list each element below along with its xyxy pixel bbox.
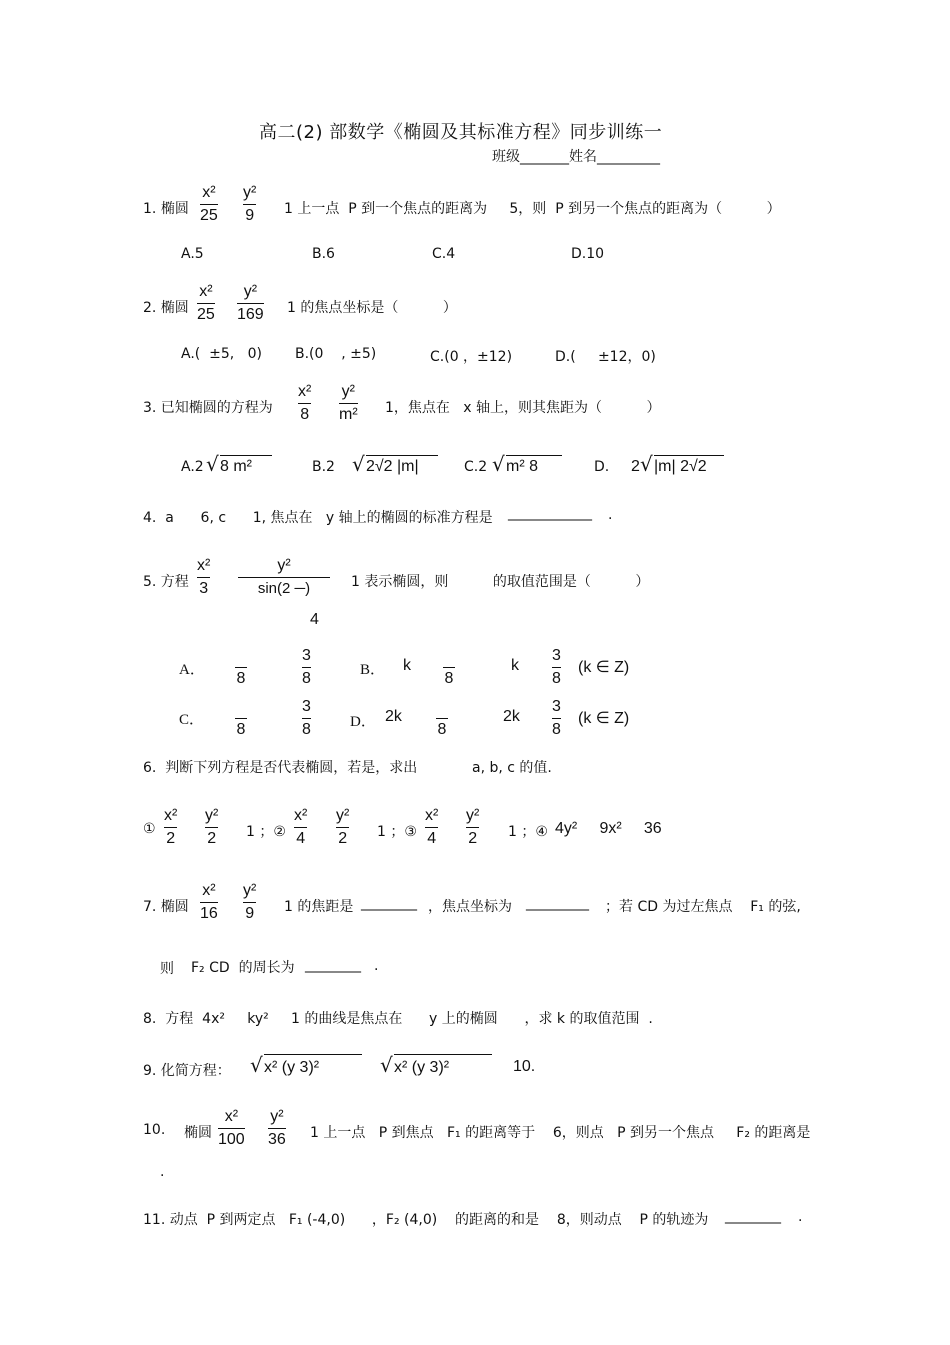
- q10-number: 10.: [143, 1122, 166, 1138]
- q5-b-frac2: 3 8: [552, 647, 561, 687]
- sqrt-icon: √: [250, 1053, 263, 1077]
- q5-frac-y: y² sin(2 ─): [238, 556, 330, 599]
- q2-text: 1 的焦点坐标是（ ）: [287, 300, 457, 316]
- q6-1-frac-x: x² 2: [164, 807, 178, 847]
- q5-b-k1: k: [403, 657, 411, 674]
- q5-den-4: 4: [310, 611, 319, 628]
- q6-item-4: 1 ；④: [508, 824, 548, 840]
- q7-frac-x: x² 16: [200, 882, 218, 922]
- q3-b-radicand: 2√2 |m|: [366, 455, 438, 476]
- q2-number: 2. 椭圆: [143, 300, 189, 316]
- q1-option-a: A.5: [181, 246, 204, 262]
- q3-option-c: C.2: [464, 459, 488, 475]
- q3-frac-y: y² m²: [339, 383, 358, 423]
- sqrt-icon: √: [640, 452, 653, 476]
- q2-frac-y: y² 169: [237, 283, 264, 323]
- q2-option-a: A.( ±5, 0): [181, 346, 262, 362]
- q5-c-frac2: 3 8: [302, 698, 311, 738]
- q5-b-kz: (k ∈ Z): [578, 659, 630, 676]
- q3-frac-x: x² 8: [298, 383, 312, 423]
- q7-blank-focal-distance[interactable]: ________: [361, 895, 417, 911]
- q3-c-radicand: m² 8: [506, 455, 562, 476]
- sqrt-icon: √: [352, 452, 365, 476]
- q6-item-1: ①: [143, 821, 156, 837]
- sqrt-icon: √: [206, 452, 219, 476]
- q3-text-post: 1，焦点在 x 轴上，则其焦距为（ ）: [385, 400, 661, 416]
- q6-item-2: 1 ；②: [246, 824, 286, 840]
- q11-answer-blank[interactable]: ________: [725, 1208, 781, 1224]
- page-title: 高二(2) 部数学《椭圆及其标准方程》同步训练一: [259, 122, 663, 143]
- q5-b-frac1: 8: [443, 646, 455, 689]
- q2-option-c: C.(0 ，±12): [430, 349, 513, 365]
- q10-tail: .: [160, 1164, 165, 1180]
- q6-2-frac-x: x² 4: [294, 807, 308, 847]
- q7-end: .: [374, 958, 379, 974]
- q9-radical-1: x² (y 3)²: [264, 1054, 362, 1077]
- q3-text: 3. 已知椭圆的方程为: [143, 400, 273, 416]
- q5-d-frac2: 3 8: [552, 698, 561, 738]
- q6-item-3: 1 ；③: [377, 824, 417, 840]
- q5-d-frac1: 8: [436, 697, 448, 740]
- q5-option-a: A．: [179, 662, 205, 678]
- q10-pre: 椭圆: [184, 1125, 212, 1141]
- sqrt-icon: √: [492, 452, 505, 476]
- q6-3-frac-y: y² 2: [466, 807, 480, 847]
- q5-text: 5. 方程: [143, 574, 189, 590]
- q6-vals: a, b, c 的值.: [472, 760, 552, 776]
- q7-text-3: ；若 CD 为过左焦点 F₁ 的弦,: [605, 899, 801, 915]
- q7-blank-foci[interactable]: _________: [526, 895, 589, 911]
- q6-text: 6. 判断下列方程是否代表椭圆，若是，求出: [143, 760, 418, 776]
- q5-a-frac1: 8: [235, 646, 247, 689]
- q3-a-radicand: 8 m²: [220, 455, 272, 476]
- q1-option-d: D.10: [571, 246, 605, 262]
- q5-option-b: B．: [360, 662, 386, 678]
- q1-text: 1 上一点 P 到一个焦点的距离为 5，则 P 到另一个焦点的距离为（ ）: [284, 201, 781, 217]
- q7-blank-perimeter[interactable]: ________: [305, 957, 361, 973]
- q5-c-frac1: 8: [235, 697, 247, 740]
- q3-option-a: A.2: [181, 459, 204, 475]
- q6-3-frac-x: x² 4: [425, 807, 439, 847]
- q5-b-k2: k: [511, 657, 519, 674]
- q10-text: 1 上一点 P 到焦点 F₁ 的距离等于 6，则点 P 到另一个焦点 F₂ 的距离是: [310, 1125, 811, 1141]
- q5-text-post: 1 表示椭圆，则 的取值范围是（ ）: [351, 574, 650, 590]
- q5-d-k2: 2k: [503, 708, 520, 725]
- q2-frac-x: x² 25: [197, 283, 215, 323]
- q2-option-d: D.( ±12，0): [555, 349, 656, 365]
- q7-number: 7. 椭圆: [143, 899, 189, 915]
- q1-frac-x: x² 25: [200, 184, 218, 224]
- q1-frac-y: y² 9: [243, 184, 257, 224]
- q5-d-kz: (k ∈ Z): [578, 710, 630, 727]
- q3-option-d: D.: [594, 459, 610, 475]
- q5-d-k1: 2k: [385, 708, 402, 725]
- q7-frac-y: y² 9: [243, 882, 257, 922]
- q9-end: 10.: [513, 1058, 536, 1075]
- q6-1-frac-y: y² 2: [205, 807, 219, 847]
- q4-text: 4. a 6, c 1, 焦点在 y 轴上的椭圆的标准方程是: [143, 510, 493, 526]
- sqrt-icon: √: [380, 1053, 393, 1077]
- q4-end: .: [608, 507, 613, 523]
- q5-a-frac2: 3 8: [302, 647, 311, 687]
- q5-option-c: C．: [179, 712, 205, 728]
- q10-frac-x: x² 100: [218, 1108, 245, 1148]
- question-8: 8. 方程 4x² ky² 1 的曲线是焦点在 y 上的椭圆 ，求 k 的取值范围 .: [143, 1011, 653, 1027]
- q9-radical-2: x² (y 3)²: [394, 1054, 492, 1077]
- q1-number: 1. 椭圆: [143, 201, 189, 217]
- q3-d-radicand: |m| 2√2: [654, 455, 724, 476]
- q11-end: .: [798, 1209, 803, 1225]
- q5-frac-x: x² 3: [197, 557, 211, 597]
- q3-d-coef: 2: [631, 458, 640, 475]
- q1-option-b: B.6: [312, 246, 335, 262]
- q2-option-b: B.(0 , ±5): [295, 346, 377, 362]
- q6-eq-4: 4y² 9x² 36: [555, 820, 662, 837]
- q7-text-2: ，焦点坐标为: [428, 899, 512, 915]
- q9-text: 9. 化简方程：: [143, 1063, 231, 1079]
- q4-answer-blank[interactable]: ____________: [508, 505, 592, 521]
- q10-frac-y: y² 36: [268, 1108, 286, 1148]
- q7-line2-a: 则: [160, 961, 174, 977]
- q7-line2-b: F₂ CD 的周长为: [191, 960, 295, 976]
- q6-2-frac-y: y² 2: [336, 807, 350, 847]
- q11-text: 11. 动点 P 到两定点 F₁ (-4,0) ，F₂ (4,0) 的距离的和是 8，则动点 P 的轨迹为: [143, 1212, 709, 1228]
- header-fields: 班级_______姓名_________: [492, 149, 660, 165]
- q7-text-1: 1 的焦距是: [284, 899, 354, 915]
- q5-option-d: D．: [350, 714, 376, 730]
- q3-option-b: B.2: [312, 459, 335, 475]
- q1-option-c: C.4: [432, 246, 456, 262]
